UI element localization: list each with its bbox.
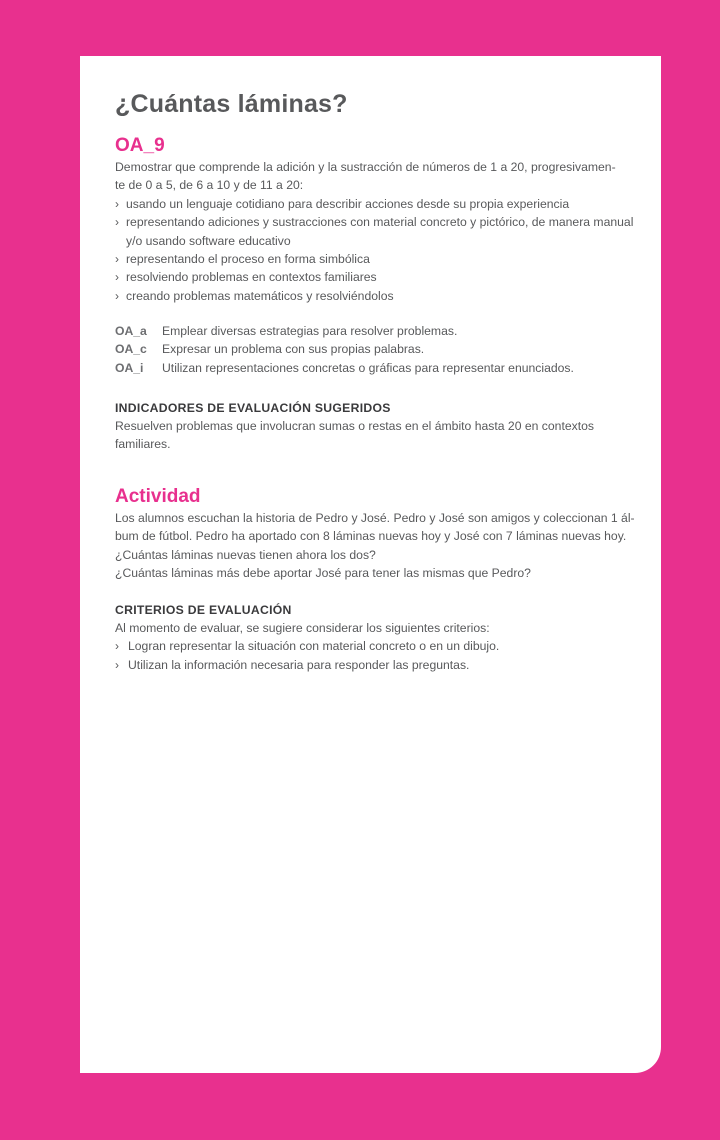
chevron-right-icon: ›	[115, 215, 119, 230]
document-card	[80, 56, 661, 1073]
objective-bullet	[115, 250, 635, 268]
objective-bullet	[115, 268, 635, 286]
attitude-code: OA_i	[115, 360, 144, 375]
activity-heading: Actividad	[115, 486, 201, 507]
criteria-heading: CRITERIOS DE EVALUACIÓN	[115, 603, 292, 617]
attitude-row	[115, 359, 635, 377]
chevron-right-icon: ›	[115, 639, 119, 654]
objective-bullet-text: creando problemas matemáticos y resolviéndolos	[126, 288, 394, 303]
objective-description	[115, 158, 635, 195]
objective-bullet	[115, 213, 635, 250]
objective-section	[115, 158, 635, 305]
objective-code: OA_9	[115, 135, 165, 156]
indicators-heading: INDICADORES DE EVALUACIÓN SUGERIDOS	[115, 401, 391, 415]
attitude-text: Utilizan representaciones concretas o gráficas para representar enunciados.	[162, 360, 574, 375]
criteria-intro: Al momento de evaluar, se sugiere considerar los siguientes criterios:	[115, 621, 490, 635]
attitude-row	[115, 340, 635, 358]
chevron-right-icon: ›	[115, 252, 119, 267]
objective-bullet-text: representando el proceso en forma simbólica	[126, 252, 370, 267]
objective-bullet	[115, 287, 635, 305]
objective-bullet-text: resolviendo problemas en contextos familiares	[126, 270, 377, 285]
criteria-bullet	[115, 637, 635, 655]
objective-bullet-list	[115, 195, 635, 305]
objective-bullet-text: usando un lenguaje cotidiano para describir acciones desde su propia experiencia	[126, 196, 570, 211]
objective-description-line-2: te de 0 a 5, de 6 a 10 y de 11 a 20:	[115, 178, 304, 193]
chevron-right-icon: ›	[115, 270, 119, 285]
objective-description-line-1: Demostrar que comprende la adición y la sustracción de números de 1 a 20, progresivamen-	[115, 160, 616, 174]
objective-bullet-text: representando adiciones y sustracciones con material concreto y pictórico, de manera manual y/o usando software educativo	[126, 215, 634, 248]
activity-question-1: ¿Cuántas láminas nuevas tienen ahora los dos?	[115, 547, 376, 562]
criteria-bullet	[115, 656, 635, 674]
attitude-text: Emplear diversas estrategias para resolver problemas.	[162, 324, 458, 338]
page-title: ¿Cuántas láminas?	[115, 90, 348, 118]
chevron-right-icon: ›	[115, 657, 119, 672]
chevron-right-icon: ›	[115, 288, 119, 303]
criteria-bullet-text: Utilizan la información necesaria para responder las preguntas.	[128, 657, 470, 672]
indicators-section	[115, 399, 635, 454]
attitude-text: Expresar un problema con sus propias palabras.	[162, 342, 425, 357]
attitude-list	[115, 322, 635, 377]
attitude-code: OA_a	[115, 324, 147, 338]
attitude-row	[115, 322, 635, 340]
indicators-text: Resuelven problemas que involucran sumas o restas en el ámbito hasta 20 en contextos familiares.	[115, 419, 594, 452]
activity-paragraph: Los alumnos escuchan la historia de Pedro y José. Pedro y José son amigos y coleccionan 1 ál-bum de fútbol. Pedro ha aportado con 8 láminas nuevas hoy y José con 7 láminas nuevas hoy.	[115, 511, 635, 544]
criteria-section	[115, 601, 635, 674]
attitude-code: OA_c	[115, 342, 147, 357]
criteria-bullet-text: Logran representar la situación con material concreto o en un dibujo.	[128, 639, 500, 654]
chevron-right-icon: ›	[115, 196, 119, 211]
objective-bullet	[115, 195, 635, 213]
criteria-bullet-list	[115, 637, 635, 674]
activity-section	[115, 509, 635, 583]
activity-question-2: ¿Cuántas láminas más debe aportar José para tener las mismas que Pedro?	[115, 566, 531, 581]
